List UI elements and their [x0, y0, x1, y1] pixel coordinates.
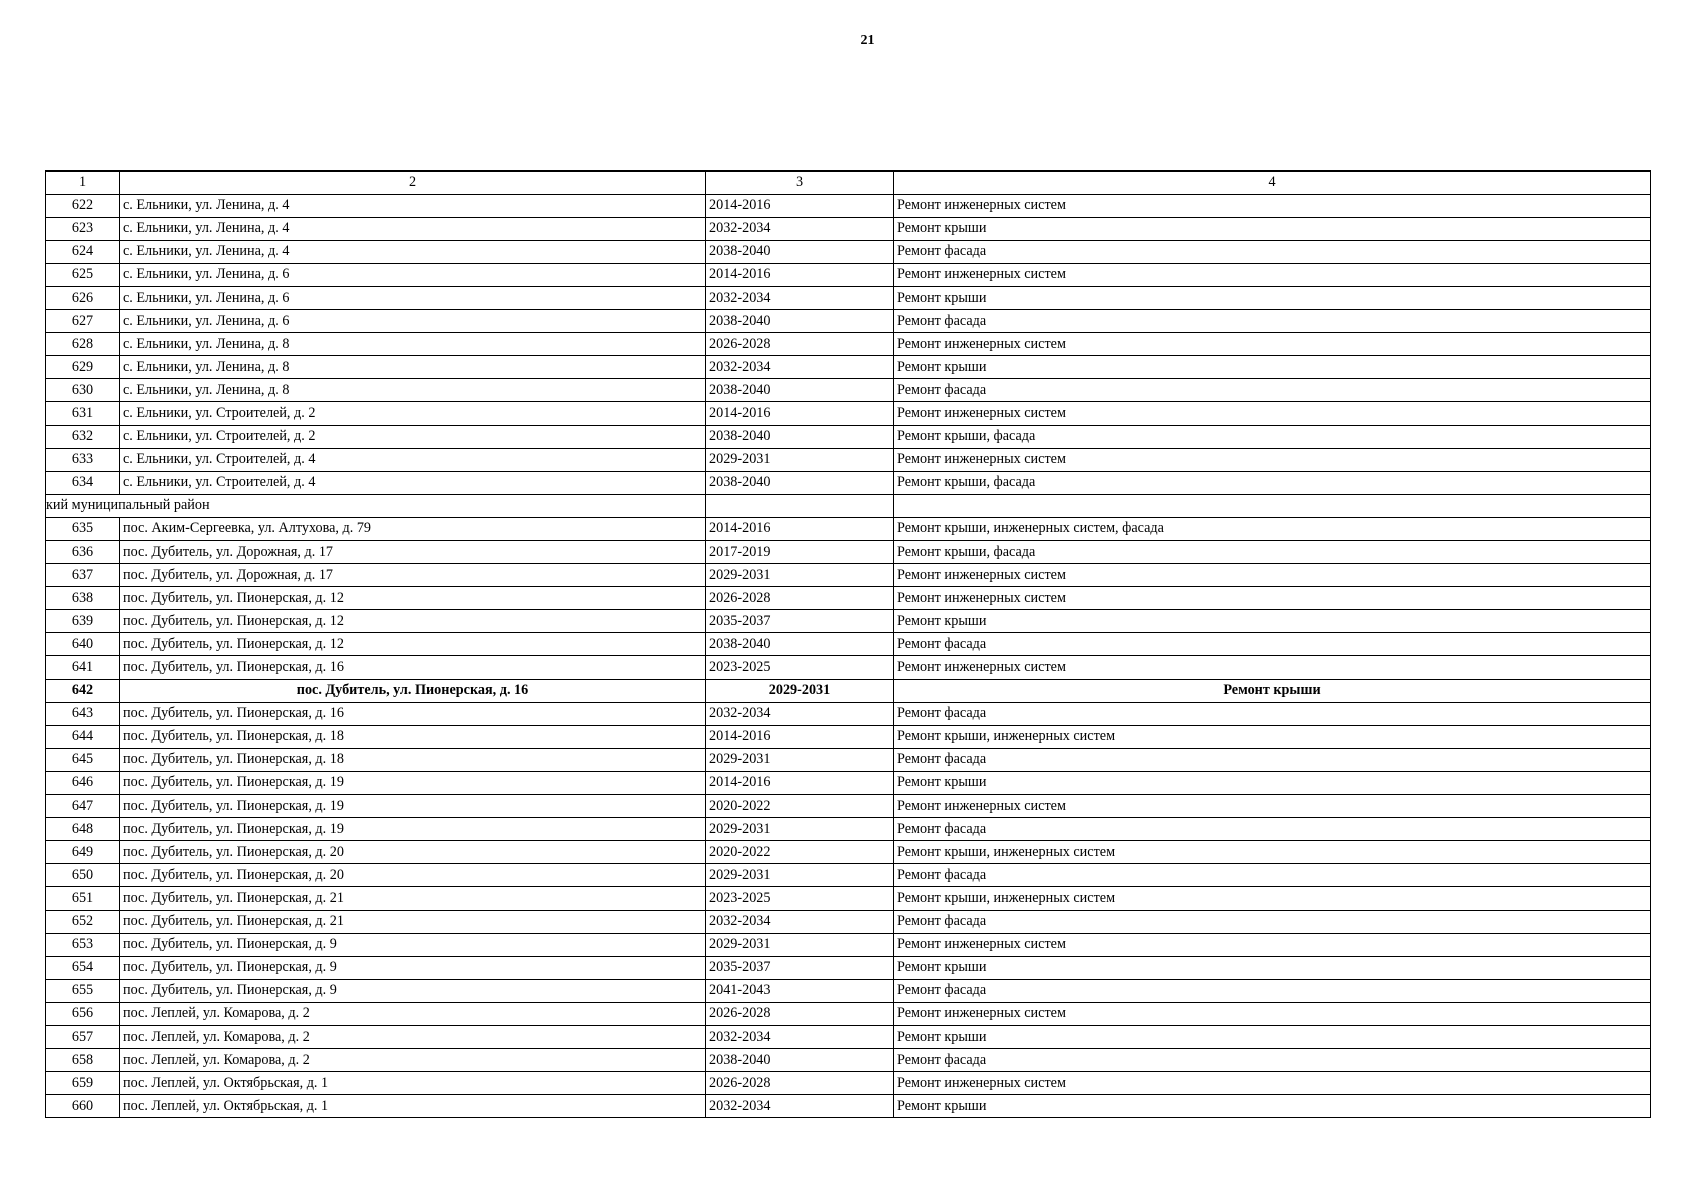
- row-number: 645: [46, 748, 120, 771]
- table-row: [46, 310, 1651, 333]
- row-number: 653: [46, 933, 120, 956]
- period-cell: 2038-2040: [706, 379, 894, 402]
- table-row: [46, 979, 1651, 1002]
- row-number: 644: [46, 725, 120, 748]
- work-type-cell: Ремонт крыши: [894, 610, 1651, 633]
- period-cell: 2038-2040: [706, 471, 894, 494]
- table-row: [46, 748, 1651, 771]
- table-row: [46, 286, 1651, 309]
- table-row: [46, 356, 1651, 379]
- work-type-cell: Ремонт инженерных систем: [894, 402, 1651, 425]
- empty-cell: [706, 494, 894, 517]
- address-cell: с. Ельники, ул. Ленина, д. 8: [120, 379, 706, 402]
- table-row: [46, 425, 1651, 448]
- period-cell: 2029-2031: [706, 448, 894, 471]
- section-row: [46, 494, 1651, 517]
- row-number: 651: [46, 887, 120, 910]
- period-cell: 2026-2028: [706, 587, 894, 610]
- period-cell: 2032-2034: [706, 356, 894, 379]
- row-number: 623: [46, 217, 120, 240]
- row-number: 635: [46, 517, 120, 540]
- table-row: [46, 1002, 1651, 1025]
- row-number: 649: [46, 841, 120, 864]
- column-header-4: 4: [894, 171, 1651, 194]
- address-cell: пос. Аким-Сергеевка, ул. Алтухова, д. 79: [120, 517, 706, 540]
- work-type-cell: Ремонт инженерных систем: [894, 194, 1651, 217]
- period-cell: 2017-2019: [706, 541, 894, 564]
- address-cell: пос. Дубитель, ул. Пионерская, д. 21: [120, 910, 706, 933]
- address-cell: пос. Дубитель, ул. Пионерская, д. 20: [120, 841, 706, 864]
- work-type-cell: Ремонт инженерных систем: [894, 263, 1651, 286]
- period-cell: 2035-2037: [706, 610, 894, 633]
- period-cell: 2014-2016: [706, 517, 894, 540]
- address-cell: пос. Дубитель, ул. Пионерская, д. 21: [120, 887, 706, 910]
- row-number: 632: [46, 425, 120, 448]
- period-cell: 2038-2040: [706, 310, 894, 333]
- table-row: [46, 564, 1651, 587]
- table-row: [46, 1025, 1651, 1048]
- table-row: [46, 864, 1651, 887]
- period-cell: 2020-2022: [706, 841, 894, 864]
- address-cell: с. Ельники, ул. Ленина, д. 8: [120, 333, 706, 356]
- table-row: [46, 702, 1651, 725]
- table-row: [46, 240, 1651, 263]
- address-cell: пос. Леплей, ул. Октябрьская, д. 1: [120, 1095, 706, 1118]
- period-cell: 2032-2034: [706, 702, 894, 725]
- address-cell: с. Ельники, ул. Строителей, д. 4: [120, 471, 706, 494]
- column-header-1: 1: [46, 171, 120, 194]
- work-type-cell: Ремонт инженерных систем: [894, 333, 1651, 356]
- work-type-cell: Ремонт фасада: [894, 240, 1651, 263]
- period-cell: 2014-2016: [706, 194, 894, 217]
- table-row: [46, 402, 1651, 425]
- row-number: 658: [46, 1049, 120, 1072]
- work-type-cell: Ремонт фасада: [894, 979, 1651, 1002]
- work-type-cell: Ремонт инженерных систем: [894, 1002, 1651, 1025]
- period-cell: 2029-2031: [706, 679, 894, 702]
- row-number: 628: [46, 333, 120, 356]
- table-row: [46, 517, 1651, 540]
- table-row: [46, 633, 1651, 656]
- period-cell: 2032-2034: [706, 286, 894, 309]
- table-row: [46, 1095, 1651, 1118]
- repair-schedule-table: [45, 170, 1651, 1118]
- row-number: 652: [46, 910, 120, 933]
- table-row: [46, 263, 1651, 286]
- work-type-cell: Ремонт крыши, фасада: [894, 425, 1651, 448]
- period-cell: 2032-2034: [706, 1095, 894, 1118]
- address-cell: пос. Дубитель, ул. Дорожная, д. 17: [120, 541, 706, 564]
- empty-cell: [894, 494, 1651, 517]
- row-number: 634: [46, 471, 120, 494]
- work-type-cell: Ремонт фасада: [894, 910, 1651, 933]
- table-row: [46, 1072, 1651, 1095]
- table-row: [46, 541, 1651, 564]
- table-row: [46, 379, 1651, 402]
- work-type-cell: Ремонт крыши, инженерных систем: [894, 725, 1651, 748]
- row-number: 650: [46, 864, 120, 887]
- table-row: [46, 217, 1651, 240]
- work-type-cell: Ремонт крыши, фасада: [894, 541, 1651, 564]
- row-number: 639: [46, 610, 120, 633]
- row-number: 633: [46, 448, 120, 471]
- period-cell: 2014-2016: [706, 263, 894, 286]
- work-type-cell: Ремонт инженерных систем: [894, 933, 1651, 956]
- work-type-cell: Ремонт фасада: [894, 748, 1651, 771]
- work-type-cell: Ремонт крыши: [894, 1095, 1651, 1118]
- period-cell: 2023-2025: [706, 887, 894, 910]
- address-cell: пос. Леплей, ул. Комарова, д. 2: [120, 1002, 706, 1025]
- table-row: [46, 587, 1651, 610]
- period-cell: 2041-2043: [706, 979, 894, 1002]
- address-cell: пос. Леплей, ул. Комарова, д. 2: [120, 1025, 706, 1048]
- period-cell: 2029-2031: [706, 748, 894, 771]
- work-type-cell: Ремонт инженерных систем: [894, 564, 1651, 587]
- row-number: 630: [46, 379, 120, 402]
- table-row: [46, 933, 1651, 956]
- address-cell: с. Ельники, ул. Строителей, д. 4: [120, 448, 706, 471]
- work-type-cell: Ремонт крыши: [894, 771, 1651, 794]
- row-number: 638: [46, 587, 120, 610]
- row-number: 657: [46, 1025, 120, 1048]
- period-cell: 2038-2040: [706, 633, 894, 656]
- work-type-cell: Ремонт инженерных систем: [894, 587, 1651, 610]
- address-cell: пос. Дубитель, ул. Пионерская, д. 18: [120, 748, 706, 771]
- period-cell: 2038-2040: [706, 240, 894, 263]
- work-type-cell: Ремонт фасада: [894, 702, 1651, 725]
- address-cell: пос. Дубитель, ул. Пионерская, д. 9: [120, 933, 706, 956]
- section-title-text: кий муниципальный район: [46, 497, 210, 514]
- address-cell: с. Ельники, ул. Ленина, д. 6: [120, 310, 706, 333]
- work-type-cell: Ремонт крыши: [894, 956, 1651, 979]
- work-type-cell: Ремонт крыши, инженерных систем: [894, 887, 1651, 910]
- table-row: [46, 471, 1651, 494]
- period-cell: 2038-2040: [706, 425, 894, 448]
- work-type-cell: Ремонт крыши: [894, 679, 1651, 702]
- address-cell: пос. Дубитель, ул. Дорожная, д. 17: [120, 564, 706, 587]
- work-type-cell: Ремонт крыши: [894, 217, 1651, 240]
- row-number: 636: [46, 541, 120, 564]
- row-number: 646: [46, 771, 120, 794]
- address-cell: пос. Дубитель, ул. Пионерская, д. 9: [120, 979, 706, 1002]
- period-cell: 2026-2028: [706, 1072, 894, 1095]
- address-cell: пос. Дубитель, ул. Пионерская, д. 12: [120, 587, 706, 610]
- work-type-cell: Ремонт фасада: [894, 818, 1651, 841]
- row-number: 647: [46, 795, 120, 818]
- table-header-row: [46, 171, 1651, 194]
- period-cell: 2026-2028: [706, 1002, 894, 1025]
- address-cell: с. Ельники, ул. Ленина, д. 6: [120, 263, 706, 286]
- table-row: [46, 725, 1651, 748]
- row-number: 627: [46, 310, 120, 333]
- address-cell: с. Ельники, ул. Ленина, д. 4: [120, 194, 706, 217]
- row-number: 626: [46, 286, 120, 309]
- page-number: 21: [860, 33, 875, 48]
- table-row: [46, 841, 1651, 864]
- address-cell: с. Ельники, ул. Ленина, д. 4: [120, 217, 706, 240]
- table-row: [46, 818, 1651, 841]
- row-number: 624: [46, 240, 120, 263]
- address-cell: пос. Дубитель, ул. Пионерская, д. 19: [120, 771, 706, 794]
- table-row: [46, 887, 1651, 910]
- period-cell: 2014-2016: [706, 771, 894, 794]
- table-row: [46, 956, 1651, 979]
- row-number: 654: [46, 956, 120, 979]
- table-row: [46, 656, 1651, 679]
- period-cell: 2014-2016: [706, 402, 894, 425]
- row-number: 640: [46, 633, 120, 656]
- period-cell: 2023-2025: [706, 656, 894, 679]
- work-type-cell: Ремонт фасада: [894, 379, 1651, 402]
- work-type-cell: Ремонт инженерных систем: [894, 448, 1651, 471]
- period-cell: 2026-2028: [706, 333, 894, 356]
- column-header-2: 2: [120, 171, 706, 194]
- work-type-cell: Ремонт крыши: [894, 356, 1651, 379]
- address-cell: пос. Дубитель, ул. Пионерская, д. 18: [120, 725, 706, 748]
- row-number: 642: [46, 679, 120, 702]
- work-type-cell: Ремонт инженерных систем: [894, 795, 1651, 818]
- work-type-cell: Ремонт фасада: [894, 633, 1651, 656]
- period-cell: 2038-2040: [706, 1049, 894, 1072]
- table-row: [46, 910, 1651, 933]
- work-type-cell: Ремонт крыши, фасада: [894, 471, 1651, 494]
- table-row: [46, 194, 1651, 217]
- table-body: [46, 171, 1651, 1118]
- row-number: 660: [46, 1095, 120, 1118]
- section-title: [46, 494, 706, 517]
- address-cell: пос. Дубитель, ул. Пионерская, д. 20: [120, 864, 706, 887]
- table-row: [46, 333, 1651, 356]
- row-number: 631: [46, 402, 120, 425]
- table-row: [46, 448, 1651, 471]
- work-type-cell: Ремонт крыши: [894, 286, 1651, 309]
- address-cell: с. Ельники, ул. Ленина, д. 6: [120, 286, 706, 309]
- row-number: 655: [46, 979, 120, 1002]
- period-cell: 2029-2031: [706, 564, 894, 587]
- period-cell: 2029-2031: [706, 864, 894, 887]
- work-type-cell: Ремонт фасада: [894, 864, 1651, 887]
- address-cell: пос. Дубитель, ул. Пионерская, д. 19: [120, 795, 706, 818]
- row-number: 637: [46, 564, 120, 587]
- address-cell: с. Ельники, ул. Строителей, д. 2: [120, 425, 706, 448]
- address-cell: пос. Дубитель, ул. Пионерская, д. 19: [120, 818, 706, 841]
- period-cell: 2032-2034: [706, 217, 894, 240]
- work-type-cell: Ремонт крыши, инженерных систем: [894, 841, 1651, 864]
- work-type-cell: Ремонт фасада: [894, 1049, 1651, 1072]
- table-row: [46, 610, 1651, 633]
- period-cell: 2035-2037: [706, 956, 894, 979]
- table-row: [46, 771, 1651, 794]
- period-cell: 2032-2034: [706, 1025, 894, 1048]
- column-header-3: 3: [706, 171, 894, 194]
- address-cell: пос. Дубитель, ул. Пионерская, д. 12: [120, 633, 706, 656]
- row-number: 641: [46, 656, 120, 679]
- row-number: 629: [46, 356, 120, 379]
- work-type-cell: Ремонт крыши, инженерных систем, фасада: [894, 517, 1651, 540]
- row-number: 656: [46, 1002, 120, 1025]
- address-cell: пос. Дубитель, ул. Пионерская, д. 16: [120, 679, 706, 702]
- row-number: 659: [46, 1072, 120, 1095]
- row-number: 622: [46, 194, 120, 217]
- address-cell: пос. Леплей, ул. Комарова, д. 2: [120, 1049, 706, 1072]
- period-cell: 2014-2016: [706, 725, 894, 748]
- address-cell: с. Ельники, ул. Ленина, д. 8: [120, 356, 706, 379]
- work-type-cell: Ремонт крыши: [894, 1025, 1651, 1048]
- address-cell: пос. Дубитель, ул. Пионерская, д. 9: [120, 956, 706, 979]
- period-cell: 2032-2034: [706, 910, 894, 933]
- work-type-cell: Ремонт фасада: [894, 310, 1651, 333]
- row-number: 648: [46, 818, 120, 841]
- table-row: [46, 795, 1651, 818]
- period-cell: 2029-2031: [706, 818, 894, 841]
- address-cell: пос. Дубитель, ул. Пионерская, д. 16: [120, 702, 706, 725]
- work-type-cell: Ремонт инженерных систем: [894, 1072, 1651, 1095]
- work-type-cell: Ремонт инженерных систем: [894, 656, 1651, 679]
- address-cell: пос. Дубитель, ул. Пионерская, д. 16: [120, 656, 706, 679]
- address-cell: с. Ельники, ул. Строителей, д. 2: [120, 402, 706, 425]
- address-cell: пос. Леплей, ул. Октябрьская, д. 1: [120, 1072, 706, 1095]
- period-cell: 2029-2031: [706, 933, 894, 956]
- table-row: [46, 679, 1651, 702]
- table-row: [46, 1049, 1651, 1072]
- address-cell: пос. Дубитель, ул. Пионерская, д. 12: [120, 610, 706, 633]
- period-cell: 2020-2022: [706, 795, 894, 818]
- row-number: 643: [46, 702, 120, 725]
- row-number: 625: [46, 263, 120, 286]
- address-cell: с. Ельники, ул. Ленина, д. 4: [120, 240, 706, 263]
